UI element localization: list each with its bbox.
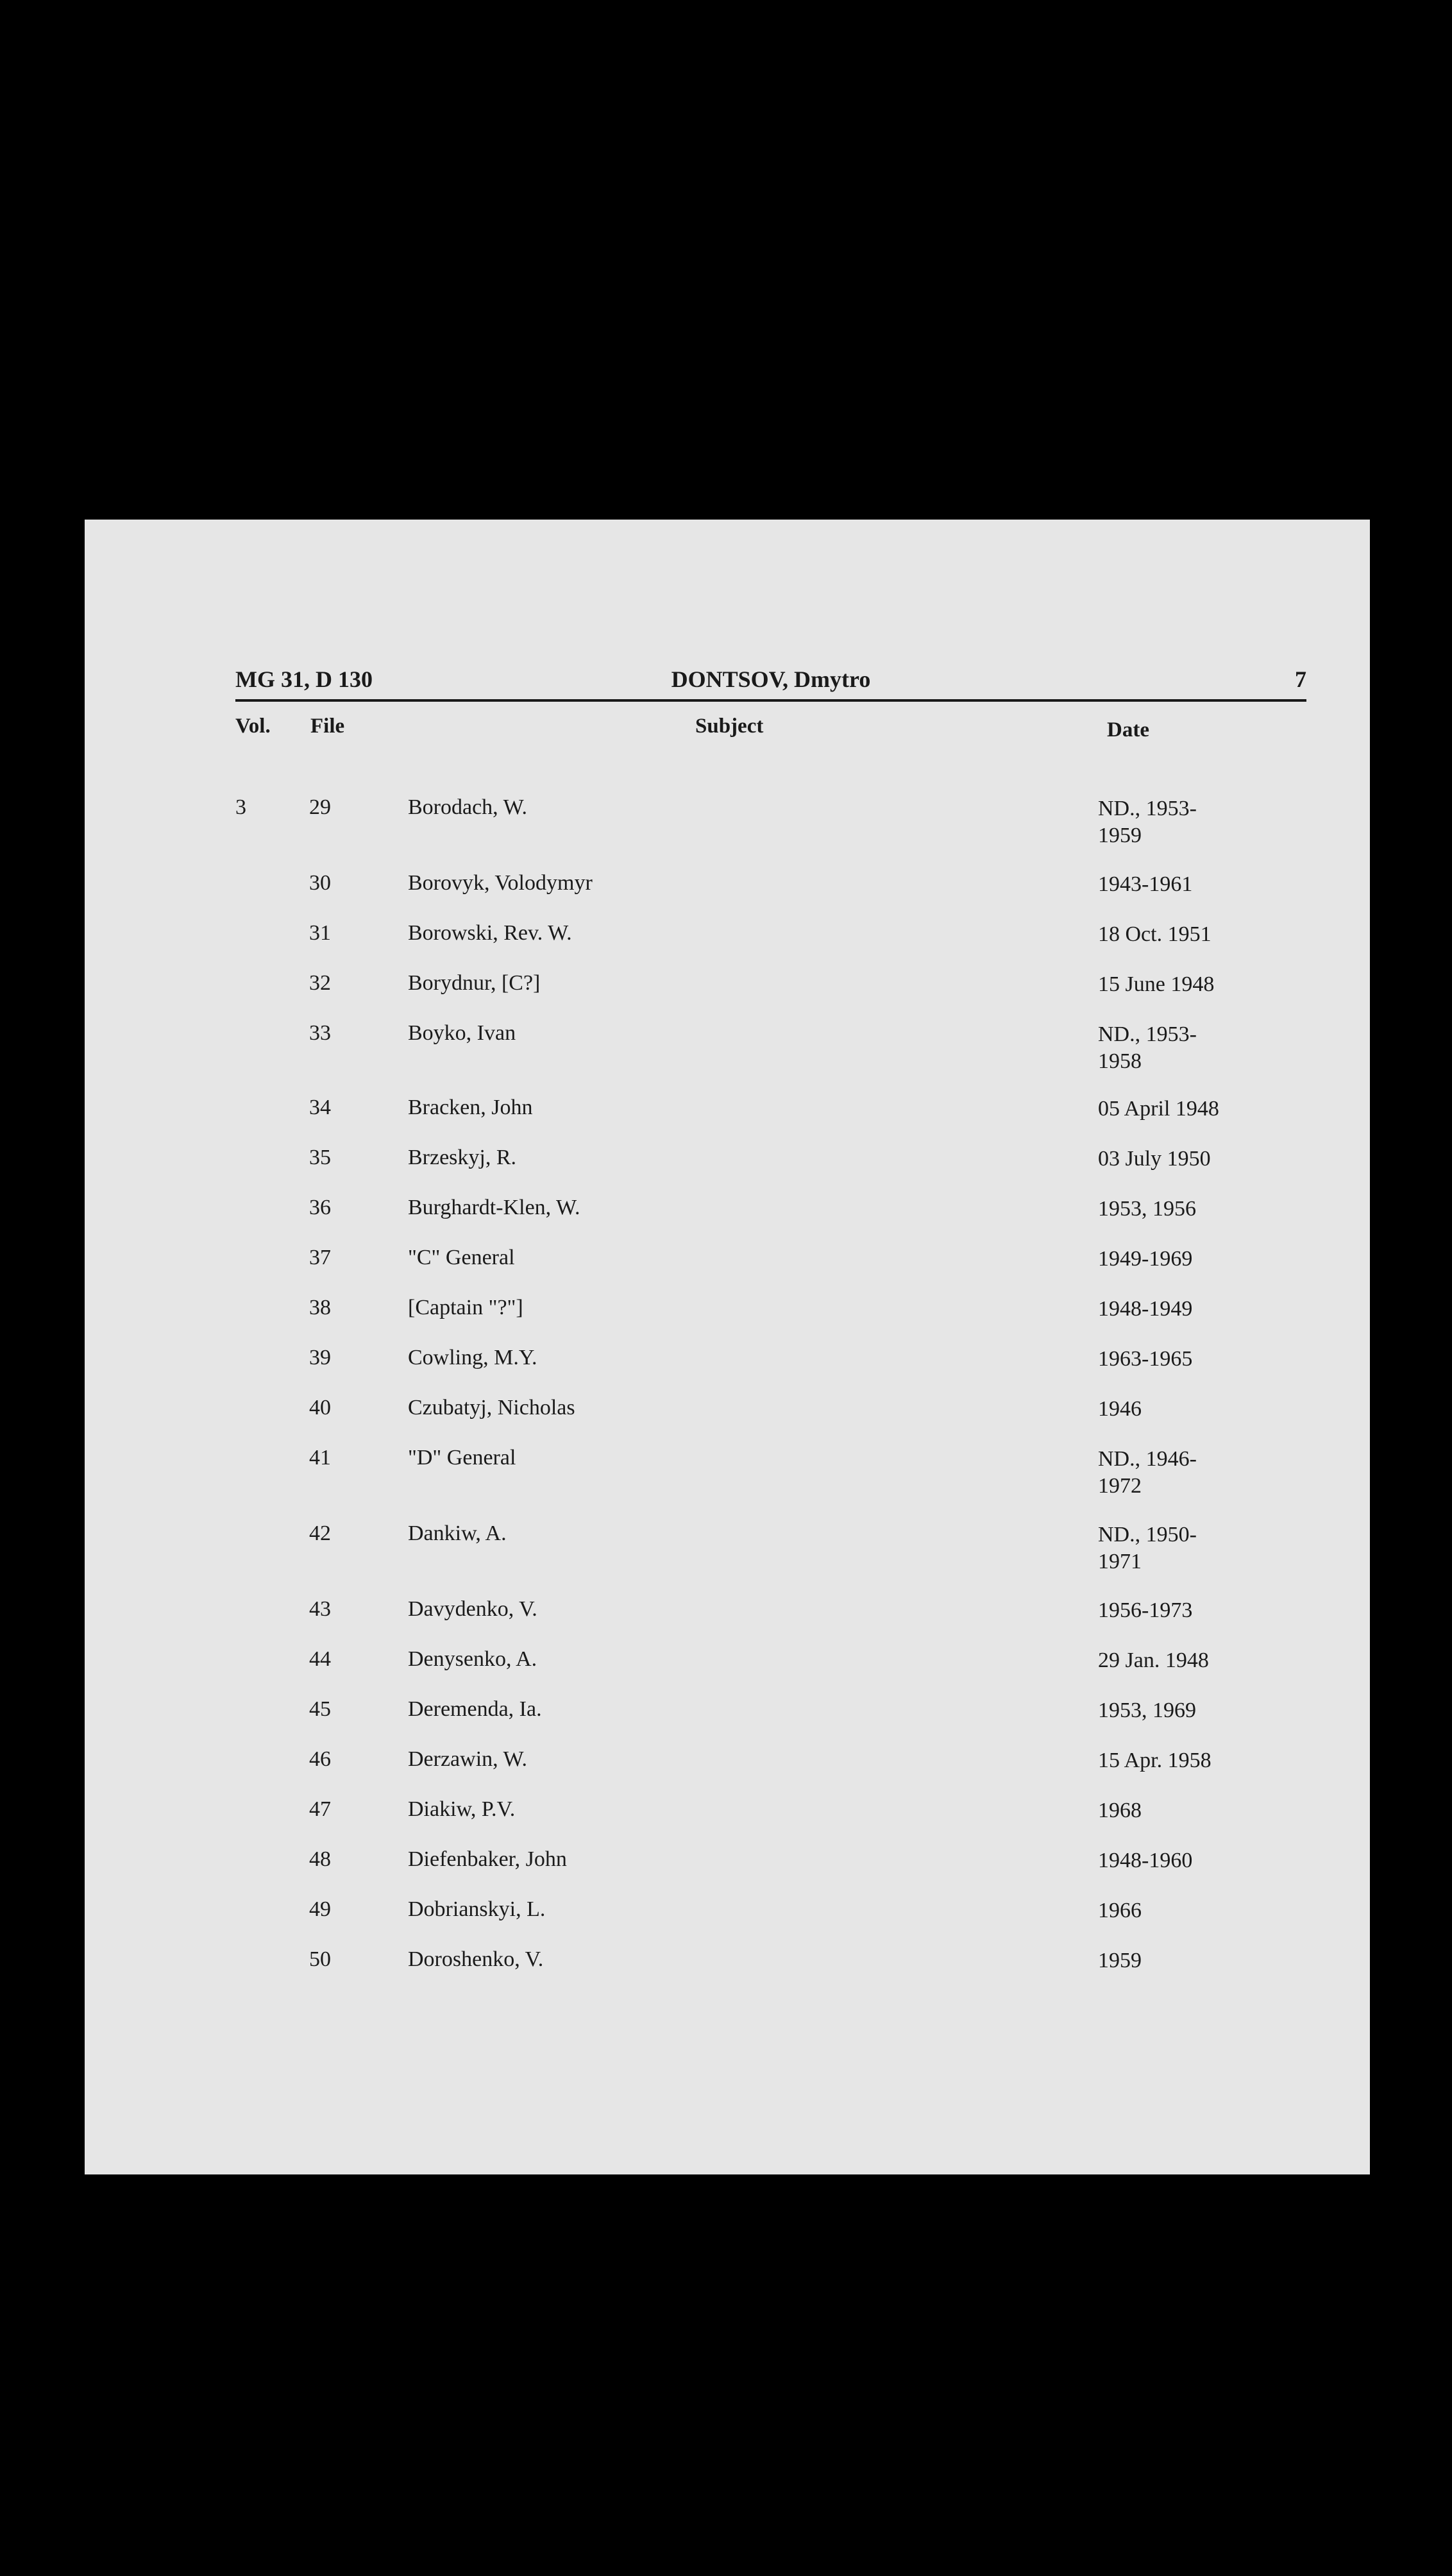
subject-cell: Denysenko, A. [408,1647,537,1671]
column-header-file: File [310,715,345,738]
subject-cell: Czubatyj, Nicholas [408,1396,575,1419]
page-number: 7 [1295,666,1306,692]
file-number: 49 [309,1897,331,1921]
date-cell: 05 April 1948 [1098,1097,1219,1121]
subject-cell: Diakiw, P.V. [408,1797,516,1821]
fonds-title: DONTSOV, Dmytro [671,666,871,692]
subject-cell: Boyko, Ivan [408,1021,516,1045]
date-cell: 15 June 1948 [1098,972,1215,996]
date-cell: 1949-1969 [1098,1247,1193,1271]
column-header-subject: Subject [695,715,764,738]
column-header-date: Date [1107,718,1149,741]
file-number: 37 [309,1246,331,1269]
date-cell: 1966 [1098,1899,1142,1922]
date-cell: 1953, 1956 [1098,1197,1196,1221]
subject-cell: Borodach, W. [408,795,528,819]
file-number: 47 [309,1797,331,1821]
date-cell: 1959 [1098,1949,1142,1972]
header-rule [235,699,1306,702]
date-cell: 1943-1961 [1098,872,1193,896]
date-cell: 1946 [1098,1397,1142,1421]
date-cell: ND., 1953-1959 [1098,797,1197,847]
file-number: 48 [309,1847,331,1871]
file-number: 41 [309,1446,331,1470]
subject-cell: Deremenda, Ia. [408,1697,542,1721]
date-cell: 15 Apr. 1958 [1098,1749,1211,1772]
subject-cell: Doroshenko, V. [408,1947,544,1971]
file-number: 36 [309,1196,331,1219]
page-header [235,666,1306,694]
subject-cell: Dobrianskyi, L. [408,1897,546,1921]
subject-cell: Borowski, Rev. W. [408,921,572,945]
file-number: 46 [309,1747,331,1771]
file-number: 31 [309,921,331,945]
subject-cell: Burghardt-Klen, W. [408,1196,580,1219]
date-cell: 1953, 1969 [1098,1699,1196,1722]
subject-cell: Borydnur, [C?] [408,971,541,995]
subject-cell: Dankiw, A. [408,1521,507,1545]
file-number: 32 [309,971,331,995]
document-page [85,520,1370,2174]
fonds-reference: MG 31, D 130 [235,666,373,692]
subject-cell: Diefenbaker, John [408,1847,567,1871]
file-number: 33 [309,1021,331,1045]
file-number: 35 [309,1146,331,1169]
date-cell: 1948-1949 [1098,1297,1193,1321]
file-number: 44 [309,1647,331,1671]
subject-cell: "D" General [408,1446,516,1470]
date-cell: 1948-1960 [1098,1849,1193,1872]
date-cell: 03 July 1950 [1098,1147,1211,1171]
subject-cell: Davydenko, V. [408,1597,537,1621]
file-number: 34 [309,1096,331,1119]
subject-cell: Brzeskyj, R. [408,1146,517,1169]
subject-cell: Cowling, M.Y. [408,1346,537,1369]
vol-cell: 3 [235,795,246,819]
date-cell: 29 Jan. 1948 [1098,1648,1209,1672]
file-number: 45 [309,1697,331,1721]
subject-cell: Derzawin, W. [408,1747,528,1771]
date-cell: 1963-1965 [1098,1347,1193,1371]
file-number: 29 [309,795,331,819]
subject-cell: Borovyk, Volodymyr [408,871,593,895]
date-cell: 1968 [1098,1799,1142,1822]
subject-cell: Bracken, John [408,1096,533,1119]
date-cell: 18 Oct. 1951 [1098,922,1211,946]
subject-cell: [Captain "?"] [408,1296,523,1319]
file-number: 38 [309,1296,331,1319]
date-cell: 1956-1973 [1098,1598,1193,1622]
date-cell: ND., 1953-1958 [1098,1022,1197,1073]
file-number: 43 [309,1597,331,1621]
file-number: 39 [309,1346,331,1369]
date-cell: ND., 1950-1971 [1098,1523,1197,1573]
column-header-vol: Vol. [235,715,271,738]
file-number: 30 [309,871,331,895]
file-number: 42 [309,1521,331,1545]
file-number: 40 [309,1396,331,1419]
subject-cell: "C" General [408,1246,515,1269]
date-cell: ND., 1946-1972 [1098,1447,1197,1498]
file-number: 50 [309,1947,331,1971]
